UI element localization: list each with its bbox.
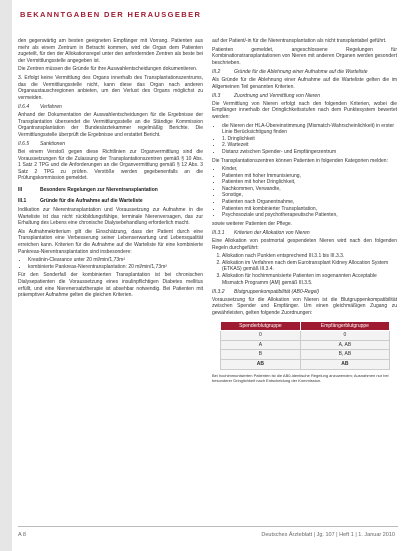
paragraph: Anhand der Dokumentation der Auswahlentscheidungen für die Ergebnisse der Transplantation übersendet die Vermittlungsstelle an die Ständige Kommission Organtransplantation der Bundesärztekammer regelmäßig Berichte. Die Vermittlungsstelle überprüft die Ergebnisse und erstattet Bericht. xyxy=(18,111,203,138)
paragraph: Als Gründe für die Ablehnung einer Aufnahme auf die Warteliste gelten die im Allgemeinen Teil genannten Kriterien. xyxy=(212,76,397,90)
list-item: • Patienten nach Organentnahme, xyxy=(222,199,397,206)
table-row xyxy=(221,340,390,350)
list-item: 2. Allokation im Verfahren nach dem Eurotransplant Kidney Allocation System (ETKAS) gemäß III.3.4. xyxy=(222,260,397,273)
section-heading: II.6.5 Sanktionen xyxy=(18,141,66,148)
table-cell: 0 xyxy=(221,331,301,341)
list-item: • Kinder, xyxy=(222,166,397,173)
section-heading: III.3.1 Kriterien der Allokation von Nieren xyxy=(212,230,310,237)
paragraph: Voraussetzung für die Allokation von Nieren ist die Blutgruppenkompatibilität zwischen Spender und Empfänger. Um einen gleichmäßigen Zugang zu gewährleisten, gelten folgende Zuordnungen: xyxy=(212,296,397,316)
table-cell: 0 xyxy=(300,331,389,341)
section-heading: II.6.4 Verfahren xyxy=(18,104,62,111)
category-list xyxy=(212,166,397,219)
criteria-list xyxy=(18,257,203,270)
table-cell: A xyxy=(221,340,301,350)
section-heading: III.2 Gründe für die Ablehnung einer Aufnahme auf die Warteliste xyxy=(212,69,368,76)
table-row xyxy=(221,331,390,341)
paragraph: sowie weiterer Patienten der Pflege. xyxy=(212,220,293,227)
paragraph: Die Transplantationszentren können Patienten in folgenden Kategorien melden: xyxy=(212,157,388,164)
list-item: 1. Allokation nach Punkten entsprechend III.3.1 bis III.3.3. xyxy=(222,253,397,260)
list-item: 3. Allokation für hochimmunisierte Patienten im sogenannten Acceptable Mismatch Programm (AM) gemäß III.3.5. xyxy=(222,273,397,286)
table-cell: B, AB xyxy=(300,350,389,360)
right-column xyxy=(212,38,397,383)
table-cell: AB xyxy=(300,359,389,369)
list-item: • Patienten mit kombinierter Transplantation, xyxy=(222,206,397,213)
allocation-list xyxy=(212,253,397,286)
list-item: • Nachkommen, Verwandte, xyxy=(222,186,397,193)
page-number: A 8 xyxy=(18,532,26,538)
margin-strip xyxy=(0,0,12,551)
section-heading: III.3.2 Blutgruppenkompatibilität (AB0-Regel) xyxy=(212,289,320,296)
paragraph: Die Zentren müssen die Gründe für ihre Auswahlentscheidungen dokumentieren. xyxy=(18,66,198,73)
paragraph: den gegenwärtig am besten geeigneten Empfänger mit Vorrang. Patienten aus mehr als einem Zentrum in Betracht kommen, wird die Organ dem Patienten zugeteilt, für den der Allokationsregel unter den anfordernden Zentren als beste bei der Vermittlungsstelle angegeben ist. xyxy=(18,38,203,64)
journal-citation: Deutsches Ärzteblatt | Jg. 107 | Heft 1 | 1. Januar 2010 xyxy=(261,532,395,538)
list-item: • Psychosoziale und psychotherapeutische Patienten, xyxy=(222,212,397,219)
paragraph: Als Aufnahmekriterium gilt die Einschätzung, dass der Patient durch eine Transplantation eine Verbesserung seiner Lebenserwartung und Lebensqualität erreichen kann. Kriterien für die Aufnahme auf die Warteliste für eine kombinierte Pankreas-Nierentransplantation sind insbesondere: xyxy=(18,228,203,255)
list-item: • die Nieren der HLA-Übereinstimmung (Mismatch-Wahrscheinlichkeit) in erster Linie Berücksichtigung finden xyxy=(222,123,397,136)
page-header: BEKANNTGABEN DER HERAUSGEBER xyxy=(20,10,202,19)
list-item: • Distanz zwischen Spender- und Empfängerzentrum xyxy=(222,149,397,156)
criteria-list xyxy=(212,123,397,156)
left-column xyxy=(18,38,203,301)
list-item: • Patienten mit hoher Immunisierung, xyxy=(222,173,397,180)
table-cell: B xyxy=(221,350,301,360)
paragraph: Indikation zur Nierentransplantation und Voraussetzung zur Aufnahme in die Warteliste ist das nicht rückbildungsfähige, terminale Nierenversagen, das zur Erhaltung des Lebens eine chronische Dialysebehandlung erforderlich macht. xyxy=(18,207,203,227)
table-row xyxy=(221,359,390,369)
table-row xyxy=(221,350,390,360)
table-header: Spenderblutgruppe xyxy=(221,321,301,331)
paragraph: Bei einem Verstoß gegen diese Richtlinien zur Organvermittlung sind die Voraussetzungen für die Zulassung der Transplantationszentren gemäß § 10 Abs. 1 Satz 2 TPG und die Anforderungen an die Organvermittlung gemäß § 12 Abs. 3 Satz 2 TPG zu prüfen. Verstöße werden gegebenenfalls an die Prüfungskommission gemeldet. xyxy=(18,148,203,182)
paragraph: Patienten gemeldet, angeschlossene Regelungen für Kombinationstransplantationen von Nieren mit anderen Organen werden gesondert beschrieben. xyxy=(212,46,397,66)
list-item: • Kreatinin-Clearance unter 20 ml/min/1,73m² xyxy=(28,257,203,264)
section-heading: III Besondere Regelungen zur Nierentransplantation xyxy=(18,186,158,193)
paragraph: Die Vermittlung von Nieren erfolgt nach den folgenden Kriterien, wobei die Empfänger innerhalb der Dringlichkeitsstufen nach dem Punktesystem bewertet werden: xyxy=(212,100,397,120)
section-heading: III.1 Gründe für die Aufnahme auf die Warteliste xyxy=(18,198,143,205)
blood-group-table xyxy=(220,321,390,370)
list-item: • 2. Wartezeit xyxy=(222,142,397,149)
footer-divider xyxy=(18,526,398,527)
paragraph: Eine Allokation von postmortal gespendeten Nieren wird nach den folgenden Regeln durchgeführt: xyxy=(212,238,397,251)
footnote: Bei hochimmunisierten Patienten ist die AB0-identische Regelung anzuwenden; Ausnahmen nur bei besonderer Dringlichkeit nach Entscheidung der Kommission. xyxy=(212,372,389,383)
list-item: • Patienten mit hoher Dringlichkeit, xyxy=(222,179,397,186)
table-cell: AB xyxy=(221,359,301,369)
paragraph: Für den Sonderfall der kombinierten Transplantation ist bei chronischen Dialysepatienten die Voraussetzung eines insulinpflichtigen Diabetes mellitus erfüllt, und eine Nierenersatztherapie ist absehbar notwendig. Bei Patienten mit präemptiver Aufnahme gelten die gleichen Kriterien. xyxy=(18,272,203,299)
paragraph: auf der Patient/-in für die Nierentransplantation als nicht transplantabel geführt. xyxy=(212,38,387,44)
list-item: • Sonstige, xyxy=(222,192,397,199)
table-cell: A, AB xyxy=(300,340,389,350)
section-heading: III.3 Zuordnung und Vermittlung von Nieren xyxy=(212,93,320,100)
table-header: Empfängerblutgruppe xyxy=(300,321,389,331)
paragraph: 3. Erfolgt keine Vermittlung des Organs innerhalb des Transplantationszentrums, das die Vermittlungsstelle nicht, kann diese das Organ nach anderen Organaustauschregionen anbieten, um den Verlust des Organs möglichst zu vermeiden. xyxy=(18,74,203,101)
list-item: • 1. Dringlichkeit xyxy=(222,136,397,143)
list-item: • kombinierte Pankreas-Nierentransplantation: 20 ml/min/1,73m² xyxy=(28,264,203,271)
